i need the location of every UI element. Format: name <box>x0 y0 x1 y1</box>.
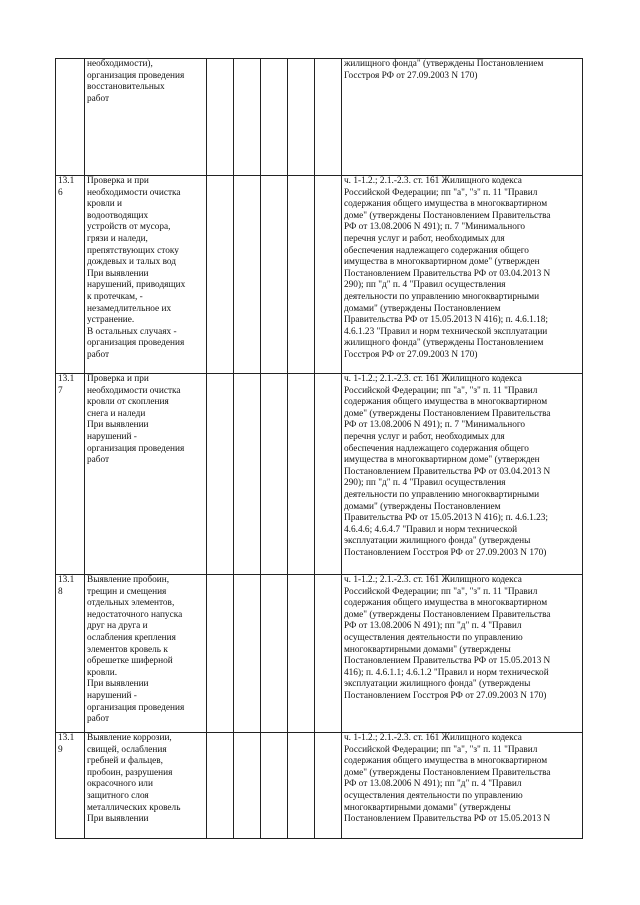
legal-basis: ч. 1-1.2.; 2.1.-2.3. ст. 161 Жилищного кодекса Российской Федерации; пп "а", "з" п. 11 "Правил содержания общего имущества в многоквартирном доме" (утверждены Постановлением Правительства РФ от 13.08.2006 N 491); п. 7 "Минимального перечня услуг и работ, необходимых для обеспечения надлежащего содержания общего имущества в многоквартирном доме" (утвержден Постановлением Правительства РФ от 03.04.2013 N 290); пп "д" п. 4 "Правил осуществления деятельности по управлению многоквартирными домами" (утверждены Постановлением Правительства РФ от 15.05.2013 N 416); п. 4.6.1.18; 4.6.1.23 "Правил и норм технической эксплуатации жилищного фонда" (утверждены Постановлением Госстроя РФ от 27.09.2003 N 170) <box>342 176 583 374</box>
empty-cell <box>315 176 342 374</box>
legal-basis: жилищного фонда" (утверждены Постановлением Госстроя РФ от 27.09.2003 N 170) <box>342 59 583 176</box>
empty-cell <box>315 59 342 176</box>
empty-cell <box>261 374 288 575</box>
empty-cell <box>261 575 288 733</box>
row-number: 13.1 8 <box>56 575 85 733</box>
work-description: Выявление коррозии, свищей, ослабления гребней и фальцев, пробоин, разрушения окрасочного или защитного слоя металлических кровель При выявлении <box>85 733 207 839</box>
empty-cell <box>207 575 234 733</box>
empty-cell <box>288 176 315 374</box>
empty-cell <box>234 733 261 839</box>
work-description: Выявление пробоин, трещин и смещения отдельных элементов, недостаточного напуска друг на друга и ослабления крепления элементов кровель к обрешетке шиферной кровли. При выявлении нарушений - организация проведения работ <box>85 575 207 733</box>
table-row <box>56 733 583 839</box>
table-row <box>56 59 583 176</box>
empty-cell <box>261 59 288 176</box>
works-table <box>55 58 583 839</box>
empty-cell <box>234 176 261 374</box>
empty-cell <box>234 575 261 733</box>
empty-cell <box>207 733 234 839</box>
empty-cell <box>315 575 342 733</box>
table-row <box>56 176 583 374</box>
legal-basis: ч. 1-1.2.; 2.1.-2.3. ст. 161 Жилищного кодекса Российской Федерации; пп "а", "з" п. 11 "Правил содержания общего имущества в многоквартирном доме" (утверждены Постановлением Правительства РФ от 13.08.2006 N 491); пп "д" п. 4 "Правил осуществления деятельности по управлению многоквартирными домами" (утверждены Постановлением Правительства РФ от 15.05.2013 N <box>342 733 583 839</box>
empty-cell <box>315 733 342 839</box>
empty-cell <box>234 59 261 176</box>
empty-cell <box>288 575 315 733</box>
table-row <box>56 575 583 733</box>
empty-cell <box>207 374 234 575</box>
empty-cell <box>288 733 315 839</box>
legal-basis: ч. 1-1.2.; 2.1.-2.3. ст. 161 Жилищного кодекса Российской Федерации; пп "а", "з" п. 11 "Правил содержания общего имущества в многоквартирном доме" (утверждены Постановлением Правительства РФ от 13.08.2006 N 491); п. 7 "Минимального перечня услуг и работ, необходимых для обеспечения надлежащего содержания общего имущества в многоквартирном доме" (утвержден Постановлением Правительства РФ от 03.04.2013 N 290); пп "д" п. 4 "Правил осуществления деятельности по управлению многоквартирными домами" (утверждены Постановлением Правительства РФ от 15.05.2013 N 416); п. 4.6.1.23; 4.6.4.6; 4.6.4.7 "Правил и норм технической эксплуатации жилищного фонда" (утверждены Постановлением Госстроя РФ от 27.09.2003 N 170) <box>342 374 583 575</box>
row-number: 13.1 9 <box>56 733 85 839</box>
work-description: Проверка и при необходимости очистка кровли и водоотводящих устройств от мусора, грязи и наледи, препятствующих стоку дождевых и талых вод При выявлении нарушений, приводящих к протечкам, - незамедлительное их устранение. В остальных случаях - организация проведения работ <box>85 176 207 374</box>
empty-cell <box>234 374 261 575</box>
empty-cell <box>288 59 315 176</box>
row-number <box>56 59 85 176</box>
table-row <box>56 374 583 575</box>
empty-cell <box>288 374 315 575</box>
row-number: 13.1 6 <box>56 176 85 374</box>
empty-cell <box>261 733 288 839</box>
work-description: Проверка и при необходимости очистка кровли от скопления снега и наледи При выявлении нарушений - организация проведения работ <box>85 374 207 575</box>
empty-cell <box>261 176 288 374</box>
work-description: необходимости), организация проведения восстановительных работ <box>85 59 207 176</box>
legal-basis: ч. 1-1.2.; 2.1.-2.3. ст. 161 Жилищного кодекса Российской Федерации; пп "а", "з" п. 11 "Правил содержания общего имущества в многоквартирном доме" (утверждены Постановлением Правительства РФ от 13.08.2006 N 491); пп "д" п. 4 "Правил осуществления деятельности по управлению многоквартирными домами" (утверждены Постановлением Правительства РФ от 15.05.2013 N 416); п. 4.6.1.1; 4.6.1.2 "Правил и норм технической эксплуатации жилищного фонда" (утверждены Постановлением Госстроя РФ от 27.09.2003 N 170) <box>342 575 583 733</box>
empty-cell <box>207 59 234 176</box>
empty-cell <box>207 176 234 374</box>
row-number: 13.1 7 <box>56 374 85 575</box>
empty-cell <box>315 374 342 575</box>
